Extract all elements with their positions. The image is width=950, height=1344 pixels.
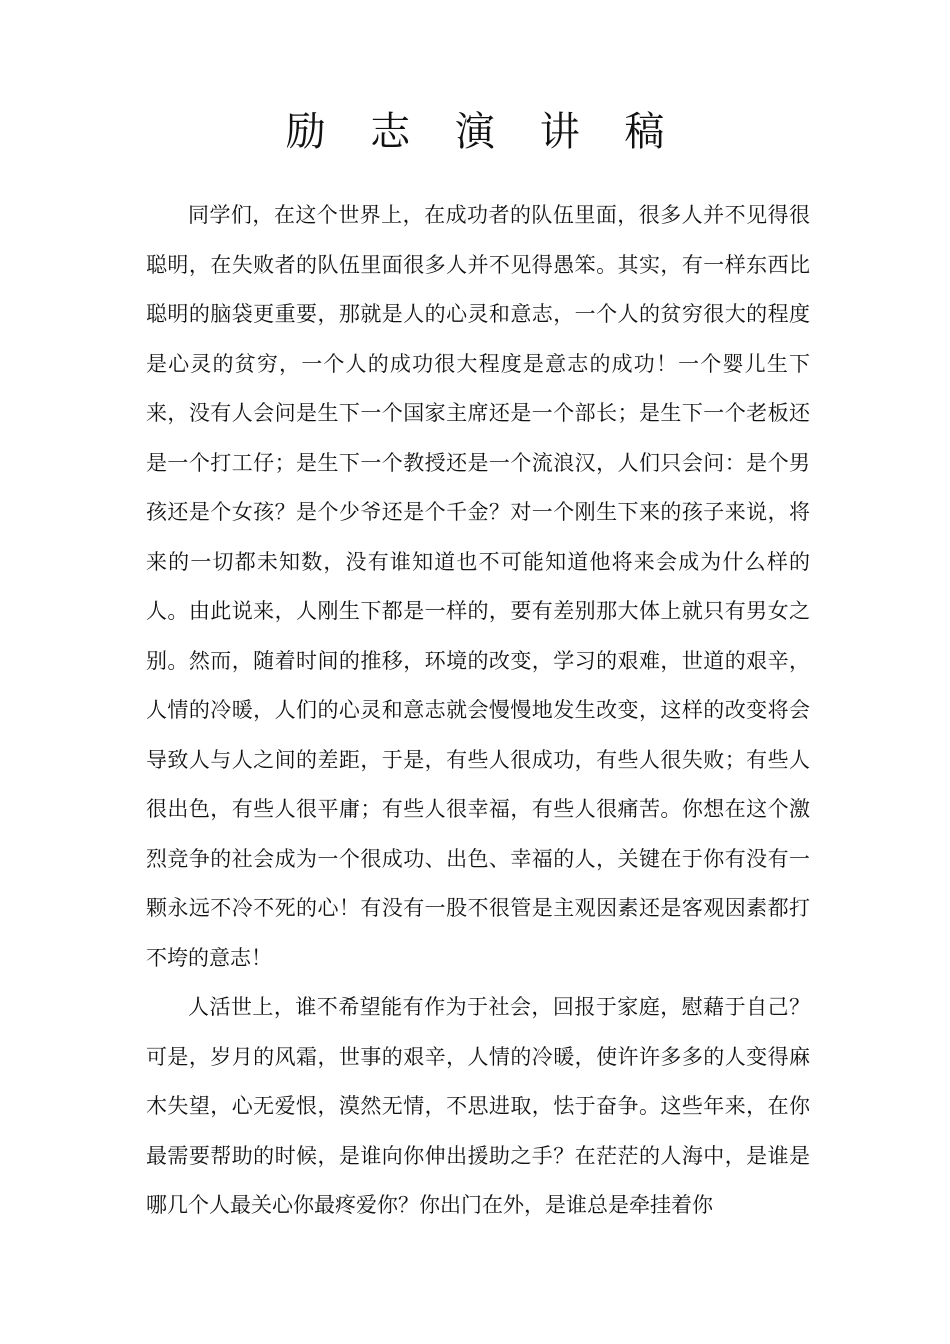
paragraph-1: 同学们，在这个世界上，在成功者的队伍里面，很多人并不见得很聪明，在失败者的队伍里面很多人并不见得愚笨。其实，有一样东西比聪明的脑袋更重要，那就是人的心灵和意志，一个人的贫穷很大的程度是心灵的贫穷，一个人的成功很大程度是意志的成功！一个婴儿生下来，没有人会问是生下一个国家主席还是一个部长；是生下一个老板还是一个打工仔；是生下一个教授还是一个流浪汉，人们只会问：是个男孩还是个女孩？是个少爷还是个千金？对一个刚生下来的孩子来说，将来的一切都未知数，没有谁知道也不可能知道他将来会成为什么样的人。由此说来，人刚生下都是一样的，要有差别那大体上就只有男女之别。然而，随着时间的推移，环境的改变，学习的艰难，世道的艰辛，人情的冷暖，人们的心灵和意志就会慢慢地发生改变，这样的改变将会导致人与人之间的差距，于是，有些人很成功，有些人很失败；有些人很出色，有些人很平庸；有些人很幸福，有些人很痛苦。你想在这个激烈竞争的社会成为一个很成功、出色、幸福的人，关键在于你有没有一颗永远不冷不死的心！有没有一股不很管是主观因素还是客观因素都打不垮的意志！	[146, 203, 810, 970]
document-title: 励 志 演 讲 稿	[285, 109, 681, 155]
document-body	[146, 191, 810, 1231]
paragraph-2: 人活世上，谁不希望能有作为于社会，回报于家庭，慰藉于自己？可是，岁月的风霜，世事的艰辛，人情的冷暖，使许许多多的人变得麻木失望，心无爱恨，漠然无情，不思进取，怯于奋争。这些年来，在你最需要帮助的时候，是谁向你伸出援助之手？在茫茫的人海中，是谁是哪几个人最关心你最疼爱你？你出门在外，是谁总是牵挂着你	[146, 995, 810, 1217]
